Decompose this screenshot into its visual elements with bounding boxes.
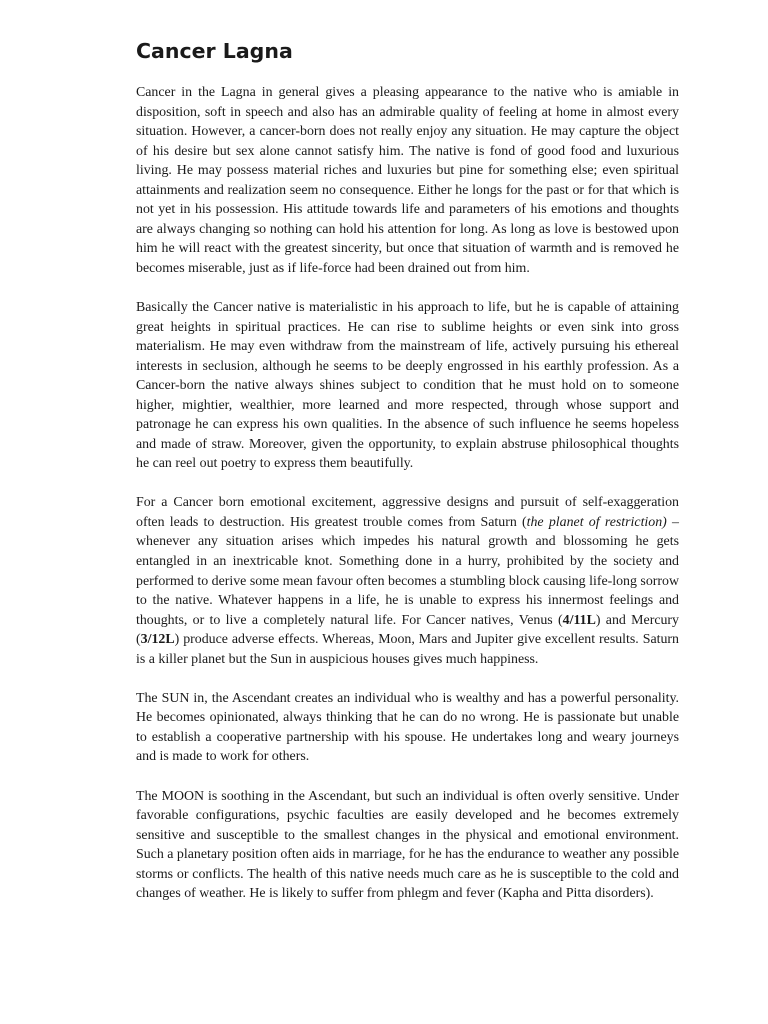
mercury-lordship: 3/12L [140, 632, 175, 648]
page-title: Cancer Lagna [136, 39, 293, 63]
paragraph-saturn [136, 493, 679, 669]
paragraph-saturn-text-d: ) produce adverse effects. Whereas, Moon, Mars and Jupiter give excellent results. Saturn is a killer planet but the Sun in auspicious houses gives much happiness. [136, 632, 679, 667]
venus-lordship: 4/11L [562, 612, 596, 628]
paragraph-saturn-text-a: For a Cancer born emotional excitement, aggressive designs and pursuit of self-exaggeration often leads to destruction. His greatest trouble comes from Saturn ( [136, 495, 679, 530]
document-page [136, 38, 679, 923]
paragraph-saturn-text-b: – whenever any situation arises which impedes his natural growth and blossoming he gets entangled in an inextricable knot. Something done in a hurry, prohibited by the society and performed to derive some mean favour often becomes a stumbling block causing life-long sorrow to the native. Whatever happens in a life, he is unable to express his innermost feelings and thoughts, or to live a completely natural life. For Cancer natives, Venus ( [136, 514, 679, 628]
paragraph-intro: Cancer in the Lagna in general gives a pleasing appearance to the native who is amiable in disposition, soft in speech and also has an admirable quality of feeling at home in almost every situation. However, a cancer-born does not really enjoy any situation. He may capture the object of his desire but sex alone cannot satisfy him. The native is fond of good food and luxurious living. He may possess material riches and luxuries but pine for something else; even spiritual attainments and realization seem no consequence. Either he longs for the past or for that which is not yet in his possession. His attitude towards life and parameters of his emotions and thoughts are always changing so nothing can hold his attention for long. As long as love is bestowed upon him he will react with the greatest sincerity, but once that situation of warmth and is removed he becomes miserable, just as if life-force had been drained out from him. [136, 85, 679, 276]
paragraph-saturn-text-c: ) and Mercury ( [136, 612, 679, 648]
paragraph-sun: The SUN in, the Ascendant creates an individual who is wealthy and has a powerful personality. He becomes opinionated, always thinking that he can do no wrong. He is passionate but unable to establish a cooperative partnership with his spouse. He undertakes long and weary journeys and is made to work for others. [136, 690, 679, 765]
saturn-note: the planet of restriction) [526, 514, 667, 530]
paragraph-materialism: Basically the Cancer native is materialistic in his approach to life, but he is capable of attaining great heights in spiritual practices. He can rise to sublime heights or even sink into gross materialism. He may even withdraw from the mainstream of life, actively pursuing his ethereal interests in seclusion, although he seems to be deeply engrossed in his earthly profession. As a Cancer-born the native always shines subject to condition that he must hold on to someone higher, mightier, wealthier, more learned and more respected, through whose support and patronage he can express his own qualities. In the absence of such influence he seems hopeless and made of straw. Moreover, given the opportunity, to explain abstruse philosophical thoughts he can reel out poetry to express them beautifully. [136, 299, 679, 472]
paragraph-moon: The MOON is soothing in the Ascendant, but such an individual is often overly sensitive. Under favorable configurations, psychic faculties are easily developed and he becomes extremely sensitive and susceptible to the smallest changes in the physical and emotional environment. Such a planetary position often aids in marriage, for he has the endurance to weather any possible storms or conflicts. The health of this native needs much care as he is susceptible to the cold and changes of weather. He is likely to suffer from phlegm and fever (Kapha and Pitta disorders). [136, 788, 679, 902]
